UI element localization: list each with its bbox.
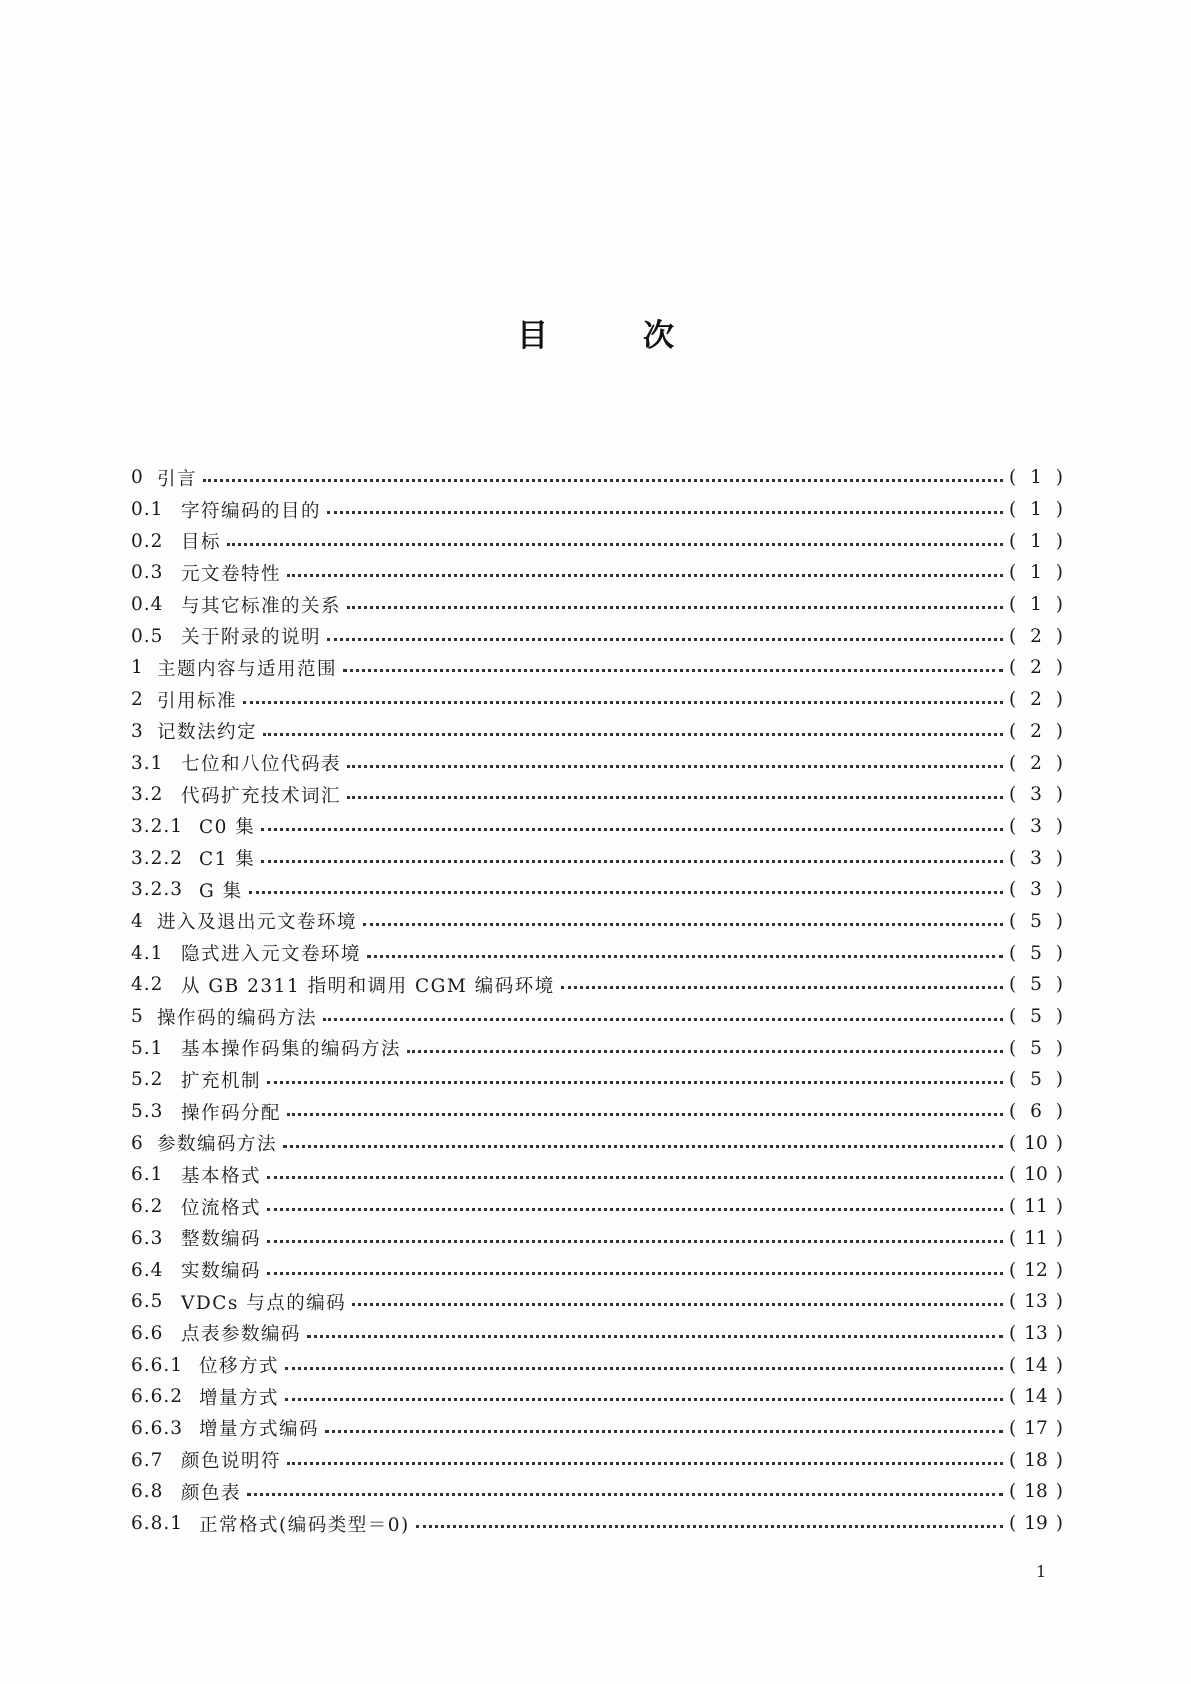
toc-entry-number: 4.1 [131,942,164,964]
toc-entry-page [1009,1101,1063,1122]
toc-dot-leader [285,1398,1003,1401]
toc-entry-label: 整数编码 [181,1229,262,1251]
toc-entry [131,1254,1063,1286]
toc-entry [131,525,1063,557]
toc-entry-page [1009,848,1063,869]
title-char-left: 目 [517,318,548,354]
toc-entry-number: 4 [131,910,144,932]
toc-entry-page [1009,1038,1063,1059]
open-paren: ( [1009,720,1017,742]
open-paren: ( [1009,689,1017,711]
toc-entry [131,716,1063,748]
toc-page-value: 1 [1030,594,1042,616]
toc-entry-number: 4.2 [131,974,164,996]
toc-entry-label: 元文卷特性 [181,563,282,585]
toc-entry-number: 2 [131,689,144,711]
toc-dot-leader [261,828,1003,831]
toc-entry-label: 关于附录的说明 [181,627,322,649]
toc-dot-leader [227,543,1003,546]
toc-entry-page [1009,721,1063,742]
open-paren: ( [1009,1481,1017,1503]
toc-entry [131,589,1063,621]
toc-entry-page [1009,1513,1063,1534]
toc-page-value: 18 [1024,1449,1048,1471]
toc-entry-page [1009,753,1063,774]
toc-page-value: 13 [1024,1291,1048,1313]
toc-entry-label: 颜色说明符 [181,1451,282,1473]
toc-entry-number: 5.2 [131,1069,164,1091]
toc-page-value: 5 [1030,1069,1042,1091]
toc-entry [131,906,1063,938]
toc-entry-label: 进入及退出元文卷环境 [157,912,358,934]
toc-page-value: 11 [1024,1196,1048,1218]
toc-entry-page [1009,911,1063,932]
open-paren: ( [1009,1259,1017,1281]
open-paren: ( [1009,1006,1017,1028]
toc-entry-label: 主题内容与适用范围 [157,658,338,680]
open-paren: ( [1009,879,1017,901]
open-paren: ( [1009,1354,1017,1376]
toc-entry-label: 基本操作码集的编码方法 [181,1039,402,1061]
toc-entry [131,1223,1063,1255]
toc-page-value: 3 [1030,815,1042,837]
toc-entry-label: 代码扩充技术词汇 [181,785,342,807]
toc-page-value: 10 [1024,1164,1048,1186]
toc-dot-leader [561,986,1003,989]
toc-page-value: 3 [1030,847,1042,869]
toc-dot-leader [407,1050,1003,1053]
toc-dot-leader [261,860,1003,863]
close-paren: ) [1055,1196,1063,1218]
toc-dot-leader [416,1525,1003,1528]
toc-page-value: 2 [1030,752,1042,774]
toc-entry-page [1009,1069,1063,1090]
toc-entry-number: 3.2 [131,784,164,806]
toc-entry-label: C0 集 [199,817,256,839]
toc-entry-page [1009,1355,1063,1376]
toc-entry-number: 6.6.3 [131,1417,184,1439]
toc-entry-page [1009,689,1063,710]
toc-entry [131,557,1063,589]
toc-entry-number: 0 [131,467,144,489]
toc-entry [131,1413,1063,1445]
open-paren: ( [1009,1069,1017,1091]
toc-entry-page [1009,531,1063,552]
toc-entry-number: 0.3 [131,562,164,584]
toc-page-value: 3 [1030,784,1042,806]
toc-entry-number: 0.4 [131,594,164,616]
toc-entry-page [1009,499,1063,520]
toc-entry-label: 扩充机制 [181,1070,262,1092]
open-paren: ( [1009,625,1017,647]
toc-entry-label: 字符编码的目的 [181,500,322,522]
toc-entry [131,1508,1063,1540]
toc-page-value: 2 [1030,625,1042,647]
close-paren: ) [1055,1291,1063,1313]
open-paren: ( [1009,942,1017,964]
toc-dot-leader [283,1145,1003,1148]
close-paren: ) [1055,562,1063,584]
toc-entry-number: 6.3 [131,1227,164,1249]
toc-dot-leader [285,1367,1003,1370]
open-paren: ( [1009,1164,1017,1186]
toc-entry-number: 6.6.1 [131,1354,184,1376]
open-paren: ( [1009,752,1017,774]
toc-entry [131,937,1063,969]
toc-page-value: 18 [1024,1481,1048,1503]
page-number: 1 [1036,1562,1047,1581]
toc-entry [131,842,1063,874]
toc-entry [131,1032,1063,1064]
toc-entry [131,1127,1063,1159]
open-paren: ( [1009,1227,1017,1249]
toc-dot-leader [287,1462,1003,1465]
open-paren: ( [1009,594,1017,616]
close-paren: ) [1055,752,1063,774]
close-paren: ) [1055,942,1063,964]
close-paren: ) [1055,720,1063,742]
toc-page-value: 2 [1030,689,1042,711]
toc-entry-page [1009,974,1063,995]
toc-entry [131,494,1063,526]
toc-dot-leader [267,1272,1003,1275]
open-paren: ( [1009,1196,1017,1218]
toc-entry-label: 位流格式 [181,1197,262,1219]
toc-page-value: 2 [1030,657,1042,679]
open-paren: ( [1009,784,1017,806]
toc-entry [131,462,1063,494]
toc-entry [131,1349,1063,1381]
toc-entry-label: 隐式进入元文卷环境 [181,944,362,966]
toc-entry [131,747,1063,779]
toc-entry-label: 引用标准 [157,690,238,712]
toc-entry-label: 点表参数编码 [181,1324,302,1346]
toc-entry-label: C1 集 [199,849,256,871]
toc-entry-number: 6.2 [131,1196,164,1218]
toc-entry-page [1009,784,1063,805]
toc-entry-number: 5 [131,1006,144,1028]
toc-entry-number: 3 [131,720,144,742]
toc-dot-leader [267,1081,1003,1084]
toc-dot-leader [327,511,1003,514]
close-paren: ) [1055,1449,1063,1471]
toc-entry [131,1064,1063,1096]
toc-entry-page [1009,1386,1063,1407]
toc-entry-number: 6.8 [131,1481,164,1503]
toc-entry-label: 颜色表 [181,1482,242,1504]
open-paren: ( [1009,1101,1017,1123]
toc-entry [131,1476,1063,1508]
open-paren: ( [1009,1417,1017,1439]
open-paren: ( [1009,815,1017,837]
title-char-right: 次 [643,318,674,354]
toc-entry-page [1009,1228,1063,1249]
toc-dot-leader [203,479,1003,482]
toc-dot-leader [287,1113,1003,1116]
close-paren: ) [1055,1417,1063,1439]
close-paren: ) [1055,847,1063,869]
toc-page-value: 1 [1030,467,1042,489]
toc-dot-leader [347,796,1003,799]
close-paren: ) [1055,467,1063,489]
toc-entry-number: 3.2.2 [131,847,184,869]
toc-entry-number: 6.5 [131,1291,164,1313]
toc-page-value: 10 [1024,1132,1048,1154]
toc-page-value: 13 [1024,1322,1048,1344]
close-paren: ) [1055,1069,1063,1091]
toc-entry [131,874,1063,906]
toc-entry-number: 5.1 [131,1037,164,1059]
toc-entry-label: 增量方式编码 [199,1419,320,1441]
toc-entry-number: 6.6 [131,1322,164,1344]
toc-entry-label: 与其它标准的关系 [181,595,342,617]
toc-entry-page [1009,1291,1063,1312]
close-paren: ) [1055,499,1063,521]
close-paren: ) [1055,1132,1063,1154]
close-paren: ) [1055,1513,1063,1535]
toc-dot-leader [247,1493,1003,1496]
toc-page-value: 5 [1030,974,1042,996]
toc-page-value: 6 [1030,1101,1042,1123]
toc-entry-label: G 集 [199,880,243,902]
close-paren: ) [1055,530,1063,552]
open-paren: ( [1009,847,1017,869]
toc-entry-label: 操作码的编码方法 [157,1007,318,1029]
toc-entry-label: 操作码分配 [181,1102,282,1124]
toc-entry-page [1009,1196,1063,1217]
toc-entry-number: 5.3 [131,1101,164,1123]
close-paren: ) [1055,815,1063,837]
toc-entry-label: 实数编码 [181,1261,262,1283]
toc-entry-label: 记数法约定 [157,722,258,744]
toc-page-value: 5 [1030,910,1042,932]
open-paren: ( [1009,1291,1017,1313]
toc-entry-page [1009,1006,1063,1027]
toc-entry-number: 3.2.1 [131,815,184,837]
toc-entry-page [1009,816,1063,837]
toc-entry-label: 位移方式 [199,1356,280,1378]
close-paren: ) [1055,1037,1063,1059]
toc-entry [131,1444,1063,1476]
toc-page-value: 19 [1024,1513,1048,1535]
toc-entry [131,1001,1063,1033]
open-paren: ( [1009,530,1017,552]
toc-entry [131,779,1063,811]
toc-entry-page [1009,1450,1063,1471]
close-paren: ) [1055,1101,1063,1123]
toc-entry-page [1009,626,1063,647]
toc-page-value: 1 [1030,562,1042,584]
toc-entry-number: 6.6.2 [131,1386,184,1408]
toc-page-value: 1 [1030,530,1042,552]
toc-entry-number: 6.8.1 [131,1513,184,1535]
close-paren: ) [1055,1386,1063,1408]
toc-entry-page [1009,467,1063,488]
table-of-contents [131,462,1063,1539]
toc-dot-leader [267,1240,1003,1243]
open-paren: ( [1009,910,1017,932]
toc-entry-number: 6.4 [131,1259,164,1281]
toc-entry-number: 0.2 [131,530,164,552]
toc-entry-label: 从 GB 2311 指明和调用 CGM 编码环境 [181,975,555,997]
toc-entry [131,684,1063,716]
toc-entry-page [1009,562,1063,583]
open-paren: ( [1009,1386,1017,1408]
toc-entry-page [1009,943,1063,964]
toc-entry [131,1096,1063,1128]
toc-dot-leader [363,923,1003,926]
toc-entry [131,1381,1063,1413]
toc-entry-number: 6.7 [131,1449,164,1471]
close-paren: ) [1055,1481,1063,1503]
close-paren: ) [1055,1227,1063,1249]
close-paren: ) [1055,1164,1063,1186]
toc-dot-leader [352,1303,1003,1306]
toc-entry-label: 增量方式 [199,1387,280,1409]
toc-entry-number: 3.2.3 [131,879,184,901]
close-paren: ) [1055,1006,1063,1028]
close-paren: ) [1055,1354,1063,1376]
close-paren: ) [1055,910,1063,932]
toc-page-value: 11 [1024,1227,1048,1249]
toc-entry-number: 6 [131,1132,144,1154]
toc-dot-leader [287,574,1003,577]
open-paren: ( [1009,1513,1017,1535]
toc-entry [131,620,1063,652]
toc-page-value: 3 [1030,879,1042,901]
close-paren: ) [1055,594,1063,616]
open-paren: ( [1009,467,1017,489]
toc-dot-leader [327,638,1003,641]
toc-entry-page [1009,879,1063,900]
toc-entry [131,1286,1063,1318]
toc-entry-page [1009,657,1063,678]
close-paren: ) [1055,1259,1063,1281]
toc-dot-leader [263,733,1003,736]
open-paren: ( [1009,1322,1017,1344]
toc-dot-leader [347,606,1003,609]
toc-entry-page [1009,594,1063,615]
toc-page-value: 2 [1030,720,1042,742]
toc-page-value: 5 [1030,1037,1042,1059]
toc-dot-leader [243,701,1003,704]
toc-dot-leader [267,1208,1003,1211]
toc-entry-number: 0.1 [131,499,164,521]
toc-entry-page [1009,1260,1063,1281]
toc-entry-label: VDCs 与点的编码 [181,1292,347,1314]
toc-entry [131,811,1063,843]
toc-dot-leader [343,669,1003,672]
toc-entry-number: 3.1 [131,752,164,774]
toc-entry-label: 参数编码方法 [157,1134,278,1156]
open-paren: ( [1009,657,1017,679]
toc-entry-label: 七位和八位代码表 [181,754,342,776]
close-paren: ) [1055,625,1063,647]
toc-dot-leader [323,1018,1003,1021]
toc-entry-page [1009,1133,1063,1154]
toc-entry-page [1009,1418,1063,1439]
toc-entry [131,1191,1063,1223]
close-paren: ) [1055,784,1063,806]
toc-page-value: 17 [1024,1417,1048,1439]
toc-entry-page [1009,1323,1063,1344]
toc-entry-label: 目标 [181,532,222,554]
page-title [0,310,1191,355]
close-paren: ) [1055,974,1063,996]
toc-dot-leader [325,1430,1003,1433]
toc-entry-page [1009,1481,1063,1502]
toc-page-value: 5 [1030,1006,1042,1028]
toc-dot-leader [249,891,1003,894]
toc-entry [131,1318,1063,1350]
toc-dot-leader [367,955,1003,958]
toc-entry-number: 1 [131,657,144,679]
open-paren: ( [1009,974,1017,996]
open-paren: ( [1009,562,1017,584]
toc-entry-label: 基本格式 [181,1165,262,1187]
toc-page-value: 1 [1030,499,1042,521]
toc-dot-leader [267,1176,1003,1179]
toc-entry-label: 引言 [157,468,198,490]
open-paren: ( [1009,1037,1017,1059]
open-paren: ( [1009,499,1017,521]
toc-entry-label: 正常格式(编码类型＝0) [199,1514,410,1536]
close-paren: ) [1055,879,1063,901]
close-paren: ) [1055,1322,1063,1344]
toc-entry [131,969,1063,1001]
toc-entry [131,652,1063,684]
close-paren: ) [1055,657,1063,679]
close-paren: ) [1055,689,1063,711]
toc-dot-leader [307,1335,1003,1338]
toc-entry-number: 6.1 [131,1164,164,1186]
toc-page-value: 14 [1024,1386,1048,1408]
toc-entry [131,1159,1063,1191]
open-paren: ( [1009,1132,1017,1154]
toc-page-value: 12 [1024,1259,1048,1281]
toc-entry-page [1009,1164,1063,1185]
open-paren: ( [1009,1449,1017,1471]
toc-entry-number: 0.5 [131,625,164,647]
toc-dot-leader [347,765,1003,768]
toc-page-value: 14 [1024,1354,1048,1376]
toc-page-value: 5 [1030,942,1042,964]
